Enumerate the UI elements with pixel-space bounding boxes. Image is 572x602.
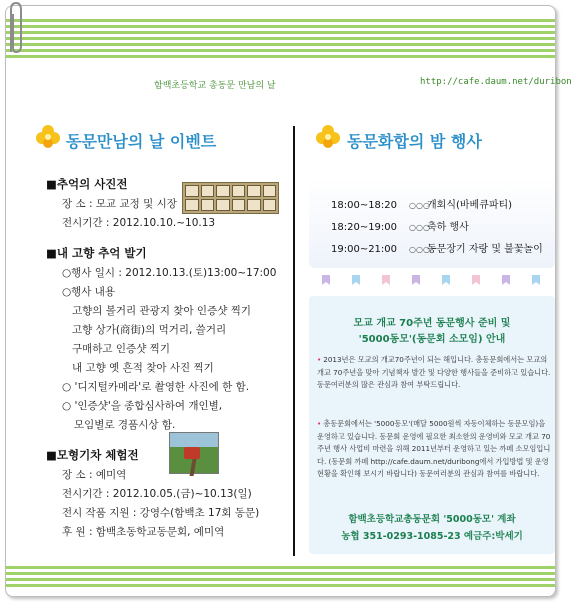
- header-cafe-url: http://cafe.daum.net/duribon: [420, 77, 572, 87]
- schedule-row: 18:00~18:20 ○○○개회식(바베큐파티): [331, 200, 513, 211]
- hometown-line: 구매하고 인증샷 찍기: [72, 343, 170, 355]
- hometown-line: 내 고향 옛 흔적 찾아 사진 찍기: [72, 362, 214, 374]
- model-train-line: 장 소 : 예미역: [62, 469, 127, 481]
- photo-exhibit-period: 전시기간 : 2012.10.10.~10.13: [62, 217, 216, 229]
- model-train-line: 후 원 : 함백초동학교동문회, 예미역: [62, 526, 225, 538]
- notice-paragraph-2: • 총동문회에서는 '5000동모'(매달 5000원씩 자동이체하는 동문모임)을 운영하고 있습니다. 동문회 운영에 필요한 최소한의 운영비와 모교 개교 70주년 행사 사업비 마련을 위해 2011년부터 운영하고 있는 까페 소모임입니다. (동문회 까페 http://cafe.daum.net/duribong에서 가입방법 및 운영현황을 확인해 보시기 바랍니다) 동문여러분의 관심과 참여를 바랍니다.: [317, 419, 551, 479]
- flower-icon: [35, 124, 61, 150]
- top-stripes: [6, 19, 555, 61]
- section-heading-model-train: ■모형기차 체험전: [46, 448, 139, 462]
- hometown-line: 고향 상가(商街)의 먹거리, 쓸거리: [72, 324, 227, 336]
- hometown-line: ○ '디지털카메라'로 촬영한 사진에 한 함.: [62, 381, 250, 393]
- photo-exhibit-place: 장 소 : 모교 교정 및 시장: [62, 198, 177, 210]
- column-divider: [293, 126, 295, 556]
- hometown-line: 고향의 볼거리 관광지 찾아 인증샷 찍기: [72, 305, 251, 317]
- schedule-row: 18:20~19:00 ○○○축하 행사: [331, 222, 469, 233]
- model-train-photo: [169, 432, 219, 474]
- account-line-1: 함백초등학교총동문회 '5000동모' 계좌: [348, 514, 516, 525]
- notice-title-line2: '5000동모'(동문회 소모임) 안내: [358, 334, 506, 345]
- paperclip-icon: [4, 0, 26, 58]
- photo-thumbnails-image: [182, 182, 279, 214]
- bunting-decoration: [318, 271, 548, 293]
- hometown-line: ○행사 내용: [62, 286, 116, 298]
- hometown-line: ○행사 일시 : 2012.10.13.(토)13:00~17:00: [62, 267, 277, 279]
- left-section-title: 동문만남의 날 이벤트: [66, 132, 217, 151]
- hometown-line: ○ '인증샷'을 종합심사하여 개인별,: [62, 400, 223, 412]
- account-line-2: 농협 351-0293-1085-23 예금주:박세기: [341, 531, 523, 542]
- model-train-line: 전시기간 : 2012.10.05.(금)~10.13(일): [62, 488, 252, 500]
- section-heading-photo-exhibit: ■추억의 사진전: [46, 177, 128, 191]
- model-train-line: 전시 작품 지원 : 강영수(함백초 17회 동문): [62, 507, 260, 519]
- flower-icon: [315, 124, 341, 150]
- hometown-line: 모임별로 경품시상 함.: [74, 419, 176, 431]
- bottom-stripes: [6, 566, 555, 590]
- right-section-title: 동문화합의 밤 행사: [347, 132, 482, 151]
- header-event-name: 함백초등학교 총동문 만남의 날: [154, 81, 276, 91]
- notice-title-line1: 모교 개교 70주년 동문행사 준비 및: [353, 318, 511, 329]
- notice-box: [309, 296, 555, 554]
- schedule-row: 19:00~21:00 ○○○동문장기 자랑 및 불꽃놀이: [331, 244, 543, 255]
- document-frame: [5, 5, 572, 597]
- evening-schedule: [309, 178, 555, 268]
- section-heading-hometown: ■내 고향 추억 발기: [46, 246, 147, 260]
- left-column: [46, 176, 281, 542]
- notice-paragraph-1: • 2013년은 모교의 개교70주년이 되는 해입니다. 총동문회에서는 모교의 개교 70주년을 맞아 기념책자 발간 및 다양한 행사들을 준비하고 있습니다. 동문여러분의 많은 관심과 참여 부탁드립니다.: [317, 355, 551, 390]
